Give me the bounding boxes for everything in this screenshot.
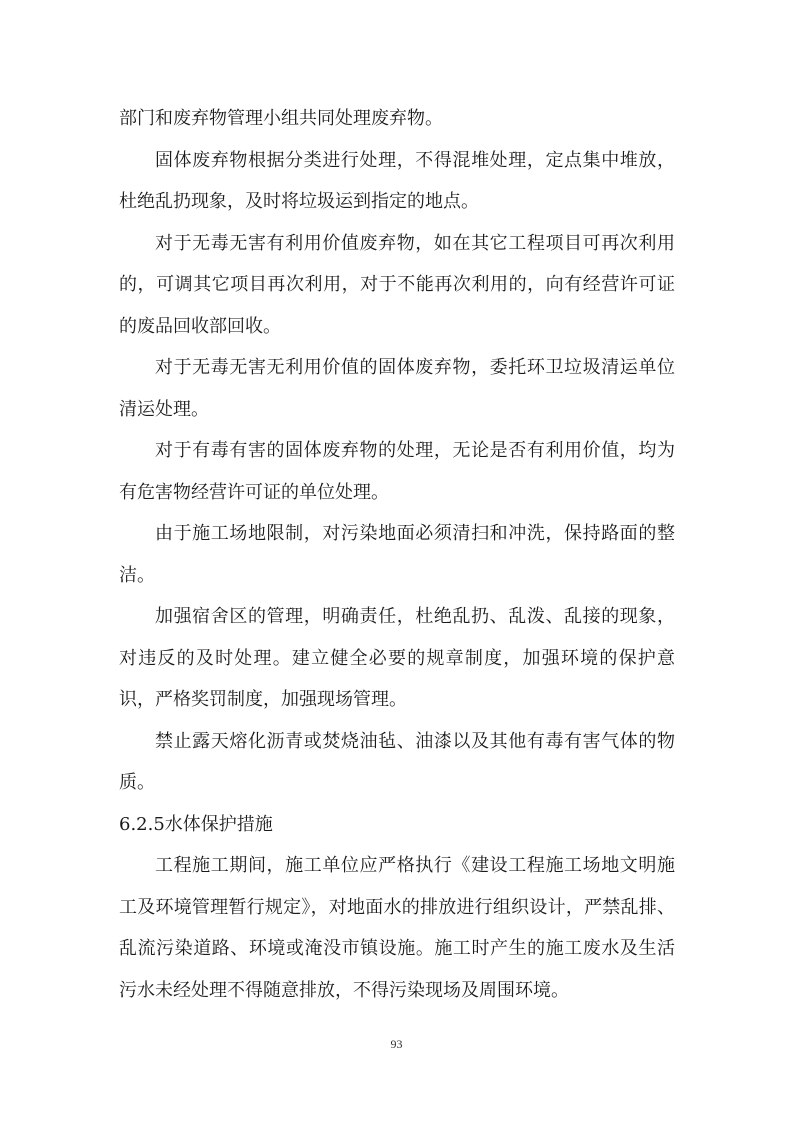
paragraph-continuation: 部门和废弃物管理小组共同处理废弃物。	[119, 108, 443, 129]
paragraph-non-reusable-waste: 对于无毒无害无利用价值的固体废弃物，委托环卫垃圾清运单位清运处理。	[119, 357, 675, 420]
paragraph-reusable-waste: 对于无毒无害有利用价值废弃物，如在其它工程项目可再次利用的，可调其它项目再次利用，对于不能再次利用的，向有经营许可证的废品回收部回收。	[119, 232, 675, 337]
page-number: 93	[390, 1037, 403, 1051]
document-body	[119, 98, 675, 1011]
section-heading-water-protection: 6.2.5水体保护措施	[119, 813, 273, 835]
paragraph-solid-waste-classification: 固体废弃物根据分类进行处理，不得混堆处理，定点集中堆放，杜绝乱扔现象，及时将垃圾运到指定的地点。	[119, 149, 675, 212]
paragraph-burning-prohibition: 禁止露天熔化沥青或焚烧油毡、油漆以及其他有毒有害气体的物质。	[119, 730, 675, 793]
paragraph-dormitory-management: 加强宿舍区的管理，明确责任，杜绝乱扔、乱泼、乱接的现象，对违反的及时处理。建立健全必要的规章制度，加强环境的保护意识，严格奖罚制度，加强现场管理。	[119, 606, 675, 710]
paragraph-hazardous-waste: 对于有毒有害的固体废弃物的处理，无论是否有利用价值，均为有危害物经营许可证的单位处理。	[119, 440, 675, 503]
paragraph-road-cleaning: 由于施工场地限制，对污染地面必须清扫和冲洗，保持路面的整洁。	[119, 523, 675, 586]
paragraph-water-protection: 工程施工期间，施工单位应严格执行《建设工程施工场地文明施工及环境管理暂行规定》，对地面水的排放进行组织设计，严禁乱排、乱流污染道路、环境或淹没市镇设施。施工时产生的施工废水及生活污水未经处理不得随意排放，不得污染现场及周围环境。	[119, 855, 675, 1001]
